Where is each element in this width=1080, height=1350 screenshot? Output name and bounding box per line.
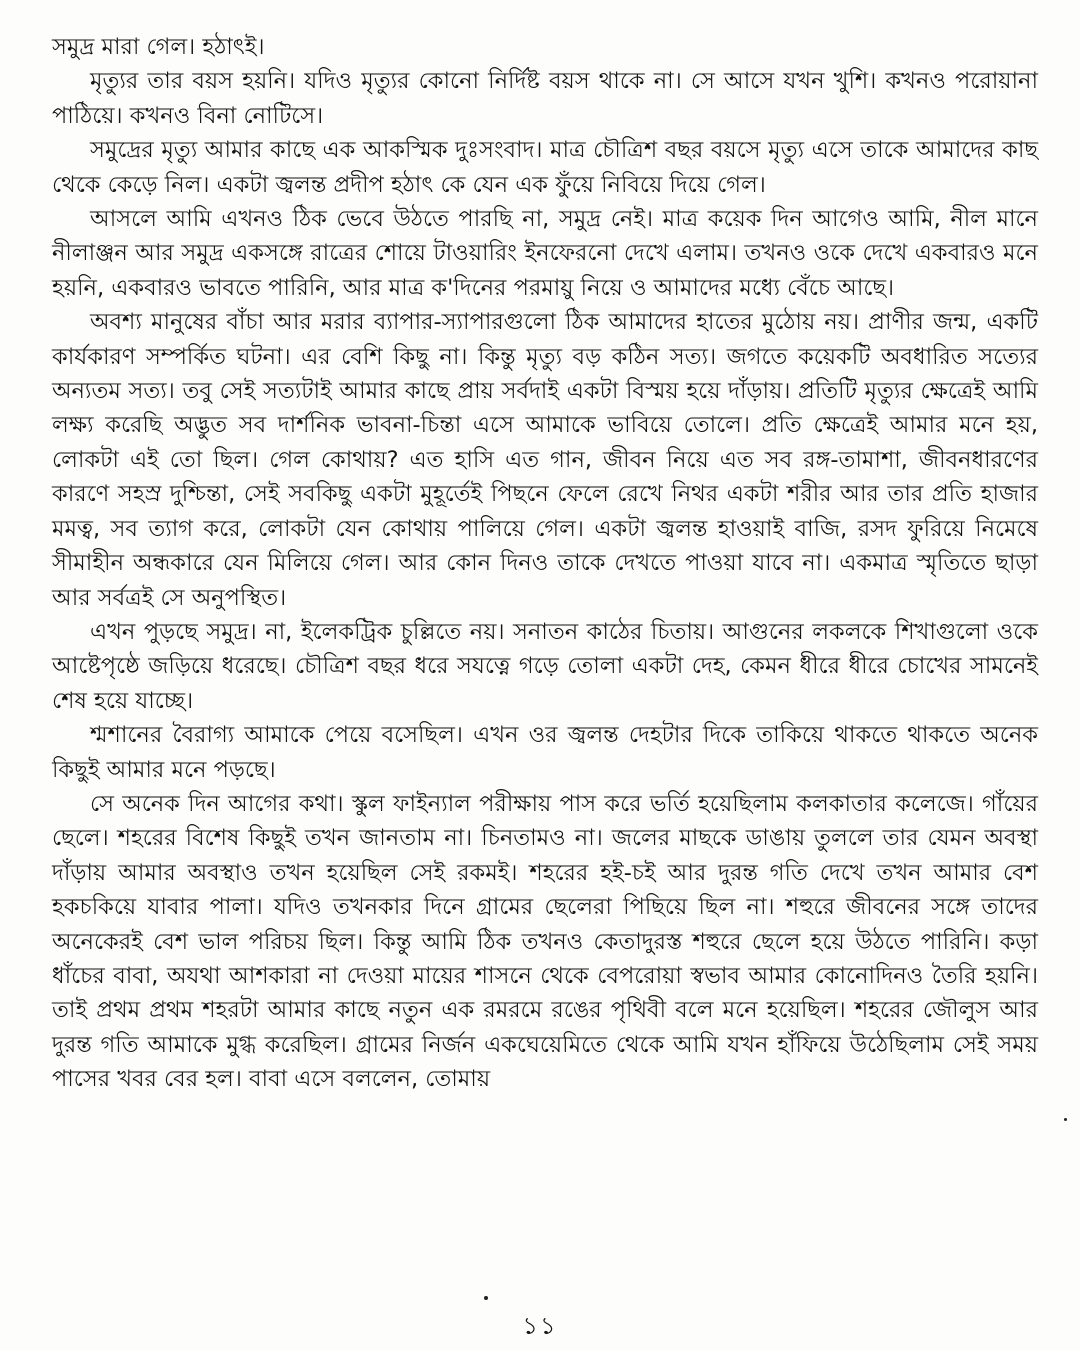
paragraph-7: শ্মশানের বৈরাগ্য আমাকে পেয়ে বসেছিল। এখন ওর জ্বলন্ত দেহটার দিকে তাকিয়ে থাকতে থাকতে অনেক কিছুই আমার মনে পড়ছে। [52,722,1038,783]
paragraph-1: সমুদ্র মারা গেল। হঠাৎই। [52,34,265,60]
print-speck [1064,1118,1067,1121]
paragraph-3: সমুদ্রের মৃত্যু আমার কাছে এক আকস্মিক দুঃসংবাদ। মাত্র চৌত্রিশ বছর বয়সে মৃত্যু এসে তাকে আমাদের কাছ থেকে কেড়ে নিল। একটা জ্বলন্ত প্রদীপ হঠাৎ কে যেন এক ফুঁয়ে নিবিয়ে দিয়ে গেল। [52,137,1038,198]
page-number: ১১ [522,1312,558,1340]
print-speck [484,1296,488,1300]
paragraph-2: মৃত্যুর তার বয়স হয়নি। যদিও মৃত্যুর কোনো নির্দিষ্ট বয়স থাকে না। সে আসে যখন খুশি। কখনও পরোয়ানা পাঠিয়ে। কখনও বিনা নোটিসে। [52,68,1038,129]
body-text [52,30,1038,1097]
paragraph-8: সে অনেক দিন আগের কথা। স্কুল ফাইন্যাল পরীক্ষায় পাস করে ভর্তি হয়েছিলাম কলকাতার কলেজে। গাঁয়ের ছেলে। শহরের বিশেষ কিছুই তখন জানতাম না। চিনতামও না। জলের মাছকে ডাঙায় তুললে তার যেমন অবস্থা দাঁড়ায় আমার অবস্থাও তখন হয়েছিল সেই রকমই। শহরের হই-চই আর দুরন্ত গতি দেখে তখন আমার বেশ হকচকিয়ে যাবার পালা। যদিও তখনকার দিনে গ্রামের ছেলেরা পিছিয়ে ছিল না। শহুরে জীবনের সঙ্গে তাদের অনেকেরই বেশ ভাল পরিচয় ছিল। কিন্তু আমি ঠিক তখনও কেতাদুরস্ত শহুরে ছেলে হয়ে উঠতে পারিনি। কড়া ধাঁচের বাবা, অযথা আশকারা না দেওয়া মায়ের শাসনে থেকে বেপরোয়া স্বভাব আমার কোনোদিনও তৈরি হয়নি। তাই প্রথম প্রথম শহরটা আমার কাছে নতুন এক রমরমে রঙের পৃথিবী বলে মনে হয়েছিল। শহরের জৌলুস আর দুরন্ত গতি আমাকে মুগ্ধ করেছিল। গ্রামের নির্জন একঘেয়েমিতে থেকে আমি যখন হাঁফিয়ে উঠেছিলাম সেই সময় পাসের খবর বের হল। বাবা এসে বললেন, তোমায় [52,790,1038,1093]
paragraph-6: এখন পুড়ছে সমুদ্র। না, ইলেকট্রিক চুল্লিতে নয়। সনাতন কাঠের চিতায়। আগুনের লকলকে শিখাগুলো ওকে আষ্টেপৃষ্ঠে জড়িয়ে ধরেছে। চৌত্রিশ বছর ধরে সযত্নে গড়ে তোলা একটা দেহ, কেমন ধীরে ধীরে চোখের সামনেই শেষ হয়ে যাচ্ছে। [52,618,1038,714]
paragraph-5: অবশ্য মানুষের বাঁচা আর মরার ব্যাপার-স্যাপারগুলো ঠিক আমাদের হাতের মুঠোয় নয়। প্রাণীর জন্ম, একটি কার্যকারণ সম্পর্কিত ঘটনা। এর বেশি কিছু না। কিন্তু মৃত্যু বড় কঠিন সত্য। জগতে কয়েকটি অবধারিত সত্যের অন্যতম সত্য। তবু সেই সত্যটাই আমার কাছে প্রায় সর্বদাই একটা বিস্ময় হয়ে দাঁড়ায়। প্রতিটি মৃত্যুর ক্ষেত্রেই আমি লক্ষ্য করেছি অদ্ভুত সব দার্শনিক ভাবনা-চিন্তা এসে আমাকে ভাবিয়ে তোলে। প্রতি ক্ষেত্রেই আমার মনে হয়, লোকটা এই তো ছিল। গেল কোথায়? এত হাসি এত গান, জীবন নিয়ে এত সব রঙ্গ-তামাশা, জীবনধারণের কারণে সহস্র দুশ্চিন্তা, সেই সবকিছু একটা মুহূর্তেই পিছনে ফেলে রেখে নিথর একটা শরীর আর তার প্রতি হাজার মমত্ব, সব ত্যাগ করে, লোকটা যেন কোথায় পালিয়ে গেল। একটা জ্বলন্ত হাওয়াই বাজি, রসদ ফুরিয়ে নিমেষে সীমাহীন অন্ধকারে যেন মিলিয়ে গেল। আর কোন দিনও তাকে দেখতে পাওয়া যাবে না। একমাত্র স্মৃতিতে ছাড়া আর সর্বত্রই সে অনুপস্থিত। [52,309,1038,611]
paragraph-4: আসলে আমি এখনও ঠিক ভেবে উঠতে পারছি না, সমুদ্র নেই। মাত্র কয়েক দিন আগেও আমি, নীল মানে নীলাঞ্জন আর সমুদ্র একসঙ্গে রাত্রের শোয়ে টাওয়ারিং ইনফেরনো দেখে এলাম। তখনও ওকে দেখে একবারও মনে হয়নি, একবারও ভাবতে পারিনি, আর মাত্র ক'দিনের পরমায়ু নিয়ে ও আমাদের মধ্যে বেঁচে আছে। [52,206,1038,301]
